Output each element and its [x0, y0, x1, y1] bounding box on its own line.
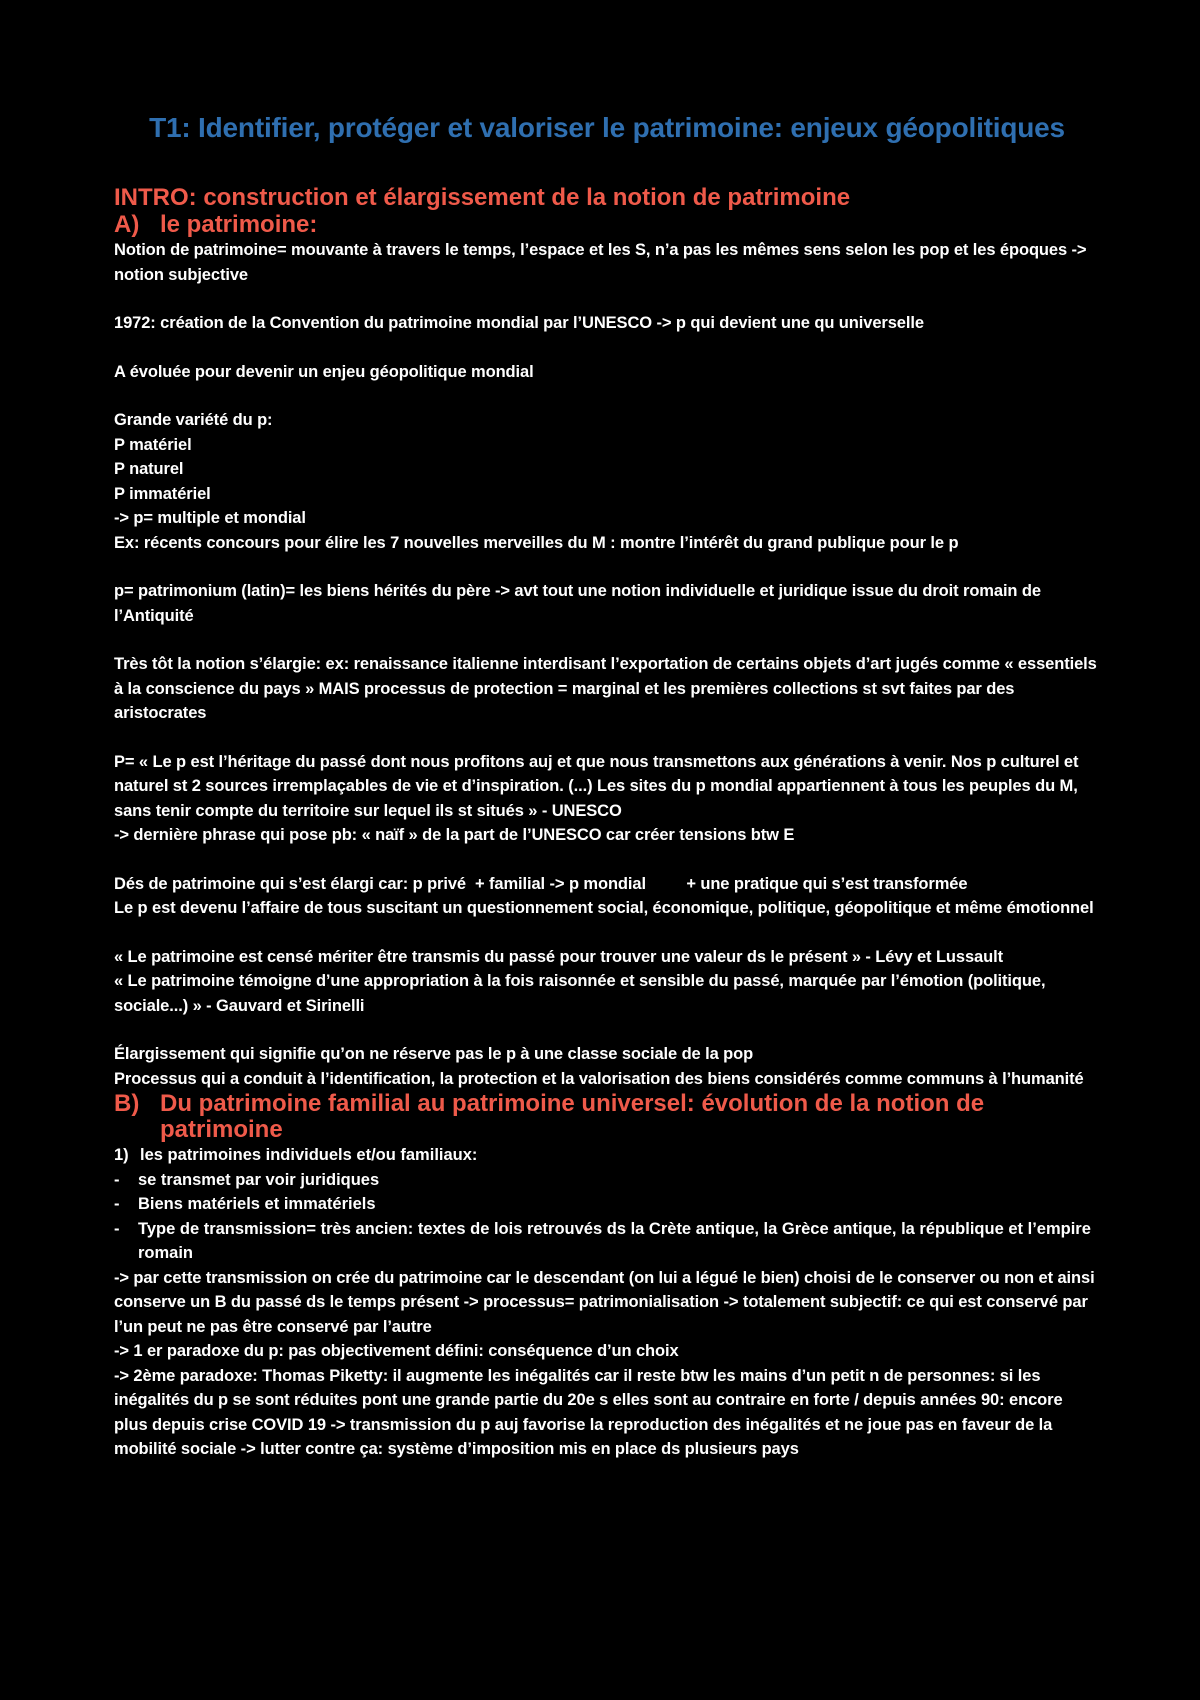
- paragraph: Notion de patrimoine= mouvante à travers le temps, l’espace et les S, n’a pas les mêmes sens selon les pop et les époques -> notion subjective: [114, 241, 1087, 284]
- bullet-dash: -: [114, 1170, 120, 1189]
- quote: « Le patrimoine témoigne d’une appropriation à la fois raisonnée et sensible du passé, marquée par l’émotion (politique, sociale...) » - Gauvard et Sirinelli: [114, 972, 1046, 1015]
- subsection-1-title: les patrimoines individuels et/ou familiaux:: [140, 1146, 478, 1164]
- section-b-heading: [114, 1091, 1100, 1143]
- paragraph: Le p est devenu l’affaire de tous suscitant un questionnement social, économique, politique, géopolitique et même émotionnel: [114, 899, 1094, 917]
- spacer: [114, 336, 1100, 360]
- section-a-heading: [114, 212, 1100, 238]
- paragraph: Processus qui a conduit à l’identification, la protection et la valorisation des biens considérés comme communs à l’humanité: [114, 1069, 1084, 1088]
- list-line: -> p= multiple et mondial: [114, 509, 306, 527]
- intro-heading: INTRO: construction et élargissement de la notion de patrimoine: [114, 184, 851, 211]
- bullet-text: Type de transmission= très ancien: textes de lois retrouvés ds la Crète antique, la Grèce antique, la république et l’empire romain: [138, 1219, 1091, 1262]
- spacer: [114, 726, 1100, 750]
- paragraph: -> par cette transmission on crée du patrimoine car le descendant (on lui a légué le bien) choisi de le conserver ou non et ainsi conserve un B du passé ds le temps présent -> processus= patrimonialisation -> totalement subjectif: ce qui est conservé par l’un peut ne pas être conservé par l’autre: [114, 1268, 1095, 1336]
- spacer: [114, 848, 1100, 872]
- bullet-dash: -: [114, 1195, 120, 1213]
- bullet-item: [114, 1192, 1100, 1217]
- bullet-item: [114, 1168, 1100, 1193]
- subsection-1: [114, 1143, 1100, 1168]
- bullet-item: [114, 1217, 1100, 1266]
- page-title: T1: Identifier, protéger et valoriser le patrimoine: enjeux géopolitiques: [149, 112, 1065, 143]
- paragraph: -> dernière phrase qui pose pb: « naïf » de la part de l’UNESCO car créer tensions btw E: [114, 826, 795, 844]
- section-a-label: A): [114, 211, 140, 238]
- section-b-label: B): [114, 1090, 140, 1117]
- spacer: [114, 384, 1100, 408]
- spacer: [114, 1018, 1100, 1042]
- list-line: Grande variété du p:: [114, 411, 273, 429]
- paragraph: Très tôt la notion s’élargie: ex: renaissance italienne interdisant l’exportation de certains objets d’art jugés comme « essentiels à la conscience du pays » MAIS processus de protection = marginal et les premières collections st svt faites par des aristocrates: [114, 655, 1097, 722]
- section-b-title: Du patrimoine familial au patrimoine universel: évolution de la notion de patrimoine: [160, 1090, 985, 1143]
- spacer: [114, 921, 1100, 945]
- paragraph: -> 1 er paradoxe du p: pas objectivement défini: conséquence d’un choix: [114, 1342, 679, 1360]
- paragraph: Élargissement qui signifie qu’on ne réserve pas le p à une classe sociale de la pop: [114, 1045, 754, 1063]
- subsection-1-label: 1): [114, 1146, 129, 1164]
- list-line: P matériel: [114, 435, 192, 454]
- spacer: [114, 555, 1100, 579]
- paragraph: p= patrimonium (latin)= les biens hérités du père -> avt tout une notion individuelle et juridique issue du droit romain de l’Antiquité: [114, 582, 1041, 625]
- list-line: P immatériel: [114, 484, 211, 503]
- quote: « Le patrimoine est censé mériter être transmis du passé pour trouver une valeur ds le présent » - Lévy et Lussault: [114, 947, 1003, 966]
- paragraph: A évoluée pour devenir un enjeu géopolitique mondial: [114, 362, 534, 381]
- list-line: Ex: récents concours pour élire les 7 nouvelles merveilles du M : montre l’intérêt du grand publique pour le p: [114, 533, 959, 552]
- paragraph: 1972: création de la Convention du patrimoine mondial par l’UNESCO -> p qui devient une qu universelle: [114, 314, 924, 332]
- paragraph: -> 2ème paradoxe: Thomas Piketty: il augmente les inégalités car il reste btw les mains d’un petit n de personnes: si les inégalités du p se sont réduites pont une grande partie du 20e s elles sont au contraire en forte / depuis années 90: encore plus depuis crise COVID 19 -> transmission du p auj favorise la reproduction des inégalités et ne joue pas en faveur de la mobilité sociale -> lutter contre ça: système d’imposition mis en place ds plusieurs pays: [114, 1366, 1063, 1458]
- bullet-dash: -: [114, 1219, 120, 1238]
- bullet-text: Biens matériels et immatériels: [138, 1195, 376, 1213]
- list-line: P naturel: [114, 460, 184, 478]
- bullet-text: se transmet par voir juridiques: [138, 1170, 380, 1189]
- paragraph: P= « Le p est l’héritage du passé dont nous profitons auj et que nous transmettons aux générations à venir. Nos p culturel et naturel st 2 sources irremplaçables de vie et d’inspiration. (...) Les sites du p mondial appartiennent à tous les peuples du M, sans tenir compte du territoire sur lequel ils st situés » - UNESCO: [114, 752, 1079, 820]
- spacer: [114, 628, 1100, 652]
- section-a-title: le patrimoine:: [160, 211, 318, 238]
- paragraph: Dés de patrimoine qui s’est élargi car: p privé + familial -> p mondial + une pratique qui s’est transformée: [114, 874, 968, 893]
- spacer: [114, 287, 1100, 311]
